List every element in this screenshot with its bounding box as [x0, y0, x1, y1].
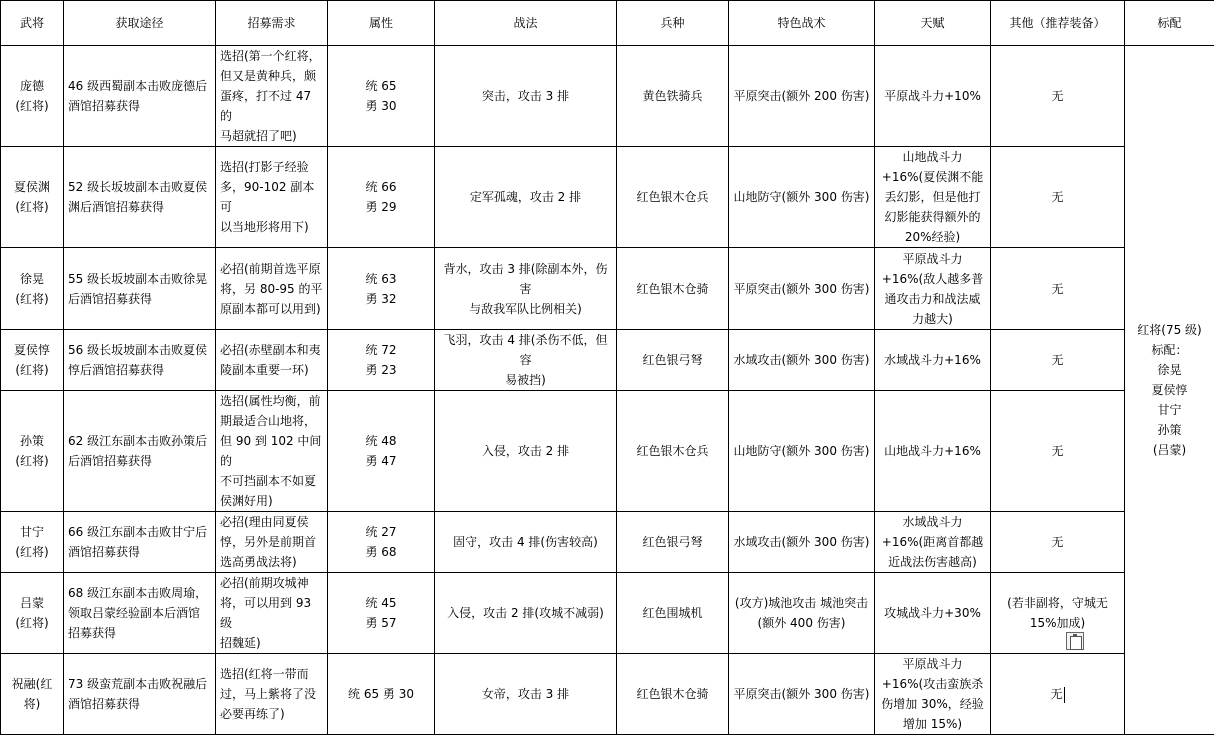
cell-line: 酒馆招募获得	[68, 694, 211, 714]
cell-line: 固守，攻击 4 排(伤害较高)	[439, 532, 612, 552]
cell-line: 统 45	[332, 593, 430, 613]
cell-line: 勇 29	[332, 197, 430, 217]
cell-other	[991, 46, 1125, 147]
cell-line: 夏侯渊	[5, 177, 59, 197]
cell-other	[991, 147, 1125, 248]
cell-line: 平原战斗力+10%	[879, 86, 986, 106]
cell-line: 夏侯惇	[5, 340, 59, 360]
cell-tactic	[435, 391, 617, 512]
cell-tactic	[435, 46, 617, 147]
cell-line: (红将)	[5, 197, 59, 217]
table-row	[1, 573, 1214, 654]
cell-line: 统 66	[332, 177, 430, 197]
cell-special	[729, 248, 875, 330]
cell-line: 丢幻影，但是他打	[879, 187, 986, 207]
cell-line: 夏侯惇	[1129, 380, 1210, 400]
cell-line: 背水，攻击 3 排(除副本外，伤害	[439, 259, 612, 299]
cell-line: 山地战斗力+16%	[879, 441, 986, 461]
cell-general	[1, 573, 64, 654]
cell-other	[991, 573, 1125, 654]
cell-line: 勇 57	[332, 613, 430, 633]
cell-special	[729, 512, 875, 573]
cell-source	[64, 391, 216, 512]
cell-other	[991, 330, 1125, 391]
cell-source	[64, 46, 216, 147]
cell-tactic	[435, 330, 617, 391]
cell-line: 水域攻击(额外 300 伤害)	[733, 350, 870, 370]
cell-requirement	[216, 654, 328, 735]
cell-line: (红将)	[5, 360, 59, 380]
cell-other	[991, 391, 1125, 512]
cell-line: 马超就招了吧)	[220, 126, 323, 146]
table-row	[1, 512, 1214, 573]
cell-standard	[1125, 46, 1214, 735]
cell-stats	[328, 46, 435, 147]
cell-talent	[875, 391, 991, 512]
cell-line: 惇后酒馆招募获得	[68, 360, 211, 380]
cell-troop	[617, 330, 729, 391]
cell-line: 勇 68	[332, 542, 430, 562]
cell-line: (红将)	[5, 542, 59, 562]
cell-line: 73 级蛮荒副本击败祝融后	[68, 674, 211, 694]
cell-line: 15%加成)	[995, 613, 1120, 633]
header-standard: 标配	[1125, 1, 1214, 46]
paste-options-icon[interactable]	[1066, 632, 1084, 650]
cell-line: 统 65 勇 30	[332, 684, 430, 704]
cell-troop	[617, 573, 729, 654]
cell-talent	[875, 654, 991, 735]
cell-line: 无	[995, 187, 1120, 207]
cell-source	[64, 512, 216, 573]
cell-talent	[875, 147, 991, 248]
cell-troop	[617, 248, 729, 330]
cell-special	[729, 46, 875, 147]
cell-line: 红色银弓弩	[621, 350, 724, 370]
cell-source	[64, 654, 216, 735]
cell-line: 平原突击(额外 300 伤害)	[733, 684, 870, 704]
cell-talent	[875, 512, 991, 573]
header-row	[1, 1, 1214, 46]
cell-line: 无	[995, 441, 1120, 461]
cell-line: 但 90 到 102 中间的	[220, 431, 323, 471]
cell-line: 力越大)	[879, 309, 986, 329]
cell-line: 庞德	[5, 76, 59, 96]
cell-line: 选招(第一个红将，	[220, 46, 323, 66]
cell-line: 甘宁	[5, 522, 59, 542]
cell-line: 渊后酒馆招募获得	[68, 197, 211, 217]
cell-line: 平原突击(额外 200 伤害)	[733, 86, 870, 106]
cell-line: 幻影能获得额外的	[879, 207, 986, 227]
cell-general	[1, 147, 64, 248]
cell-line: 红色银木仓兵	[621, 187, 724, 207]
table-row	[1, 248, 1214, 330]
cell-line: 56 级长坂坡副本击败夏侯	[68, 340, 211, 360]
cell-line: 无	[995, 279, 1120, 299]
cell-line: 红色银木仓骑	[621, 279, 724, 299]
cell-line: 招募获得	[68, 623, 211, 643]
header-other: 其他（推荐装备）	[991, 1, 1125, 46]
cell-line: 红色银木仓骑	[621, 684, 724, 704]
cell-general	[1, 46, 64, 147]
header-stats: 属性	[328, 1, 435, 46]
cell-requirement	[216, 248, 328, 330]
cell-line: 突击，攻击 3 排	[439, 86, 612, 106]
header-tactic: 战法	[435, 1, 617, 46]
cell-line: 必招(前期首选平原	[220, 259, 323, 279]
cell-troop	[617, 147, 729, 248]
cell-special	[729, 330, 875, 391]
cell-line: 平原突击(额外 300 伤害)	[733, 279, 870, 299]
cell-talent	[875, 248, 991, 330]
cell-line: 20%经验)	[879, 227, 986, 247]
cell-line: +16%(敌人越多普	[879, 269, 986, 289]
header-troop: 兵种	[617, 1, 729, 46]
header-special: 特色战术	[729, 1, 875, 46]
cell-line: (红将)	[5, 451, 59, 471]
cell-line: 无	[1050, 687, 1062, 701]
table-row	[1, 330, 1214, 391]
cell-stats	[328, 573, 435, 654]
cell-line: 近战法伤害越高)	[879, 552, 986, 572]
cell-talent	[875, 46, 991, 147]
cell-line: 必招(赤壁副本和夷	[220, 340, 323, 360]
cell-line: 必招(前期攻城神	[220, 573, 323, 593]
cell-general	[1, 391, 64, 512]
cell-line: 46 级西蜀副本击败庞德后	[68, 76, 211, 96]
cell-stats	[328, 391, 435, 512]
cell-line: 选招(红将一带而	[220, 664, 323, 684]
cell-line: (若非副将，守城无	[995, 593, 1120, 613]
cell-talent	[875, 573, 991, 654]
cell-line: 标配：	[1129, 340, 1210, 360]
cell-troop	[617, 512, 729, 573]
cell-line: 水域战斗力	[879, 512, 986, 532]
cell-line: 期最适合山地将，	[220, 411, 323, 431]
header-talent: 天赋	[875, 1, 991, 46]
cell-line: 68 级江东副本击败周瑜，	[68, 583, 211, 603]
cell-line: 侯渊好用)	[220, 491, 323, 511]
cell-stats	[328, 248, 435, 330]
cell-line: 无	[995, 350, 1120, 370]
cell-line: 统 72	[332, 340, 430, 360]
table-row	[1, 147, 1214, 248]
cell-line: 徐晃	[1129, 360, 1210, 380]
cell-line: 选招(属性均衡，前	[220, 391, 323, 411]
cell-line: 勇 23	[332, 360, 430, 380]
cell-line: 蛋疼，打不过 47 的	[220, 86, 323, 126]
cell-line: 无	[995, 86, 1120, 106]
cell-line: 增加 15%)	[879, 714, 986, 734]
cell-line: 62 级江东副本击败孙策后	[68, 431, 211, 451]
cell-special	[729, 147, 875, 248]
cell-line: 后酒馆招募获得	[68, 451, 211, 471]
cell-requirement	[216, 46, 328, 147]
cell-line: 招魏延)	[220, 633, 323, 653]
cell-line: (红将)	[5, 96, 59, 116]
cell-general	[1, 248, 64, 330]
cell-line: 选招(打影子经验	[220, 157, 323, 177]
cell-special	[729, 573, 875, 654]
cell-line: 以当地形将用下)	[220, 217, 323, 237]
cell-line: 勇 47	[332, 451, 430, 471]
cell-stats	[328, 654, 435, 735]
cell-line: 黄色铁骑兵	[621, 86, 724, 106]
cell-line: 徐晃	[5, 269, 59, 289]
header-general: 武将	[1, 1, 64, 46]
cell-source	[64, 147, 216, 248]
cell-requirement	[216, 512, 328, 573]
cell-other	[991, 512, 1125, 573]
table-row	[1, 654, 1214, 735]
cell-line: 女帝，攻击 3 排	[439, 684, 612, 704]
cell-special	[729, 391, 875, 512]
cell-line: 不可挡副本不如夏	[220, 471, 323, 491]
clipboard-clip-shape	[1073, 634, 1077, 637]
cell-line: 红色银弓弩	[621, 532, 724, 552]
cell-tactic	[435, 147, 617, 248]
cell-line: 52 级长坂坡副本击败夏侯	[68, 177, 211, 197]
cell-line: 勇 30	[332, 96, 430, 116]
header-source: 获取途径	[64, 1, 216, 46]
cell-line: 红色银木仓兵	[621, 441, 724, 461]
cell-line: 选高勇战法将)	[220, 552, 323, 572]
cell-line: 领取吕蒙经验副本后酒馆	[68, 603, 211, 623]
cell-line: 酒馆招募获得	[68, 542, 211, 562]
cell-stats	[328, 147, 435, 248]
cell-line: 吕蒙	[5, 593, 59, 613]
cell-line: +16%(距离首都越	[879, 532, 986, 552]
cell-line: 多，90-102 副本可	[220, 177, 323, 217]
cell-line: 入侵，攻击 2 排(攻城不减弱)	[439, 603, 612, 623]
cell-line: 飞羽，攻击 4 排(杀伤不低，但容	[439, 330, 612, 370]
cell-special	[729, 654, 875, 735]
cell-line: 过，马上紫将了没	[220, 684, 323, 704]
cell-line: 攻城战斗力+30%	[879, 603, 986, 623]
cell-requirement	[216, 330, 328, 391]
cell-requirement	[216, 391, 328, 512]
cell-line: 陵副本重要一环)	[220, 360, 323, 380]
cell-stats	[328, 330, 435, 391]
cell-line: 原副本都可以用到)	[220, 299, 323, 319]
cell-line: 必要再练了)	[220, 704, 323, 724]
cell-line: (红将)	[5, 289, 59, 309]
cell-general	[1, 654, 64, 735]
cell-line: 酒馆招募获得	[68, 96, 211, 116]
table-row	[1, 46, 1214, 147]
cell-other	[991, 654, 1125, 735]
cell-line: 55 级长坂坡副本击败徐晃	[68, 269, 211, 289]
cell-line: 山地防守(额外 300 伤害)	[733, 441, 870, 461]
cell-line: 水域战斗力+16%	[879, 350, 986, 370]
cell-line: 统 63	[332, 269, 430, 289]
cell-line: 入侵，攻击 2 排	[439, 441, 612, 461]
cell-line: 统 48	[332, 431, 430, 451]
cell-line: 甘宁	[1129, 400, 1210, 420]
cell-troop	[617, 46, 729, 147]
cell-source	[64, 330, 216, 391]
cell-general	[1, 330, 64, 391]
cell-stats	[328, 512, 435, 573]
cell-other	[991, 248, 1125, 330]
cell-line: 红色围城机	[621, 603, 724, 623]
cell-source	[64, 248, 216, 330]
cell-line: 后酒馆招募获得	[68, 289, 211, 309]
cell-line: 祝融(红	[5, 674, 59, 694]
cell-line: (红将)	[5, 613, 59, 633]
table-row	[1, 391, 1214, 512]
cell-line: 通攻击力和战法威	[879, 289, 986, 309]
cell-line: 无	[995, 532, 1120, 552]
cell-source	[64, 573, 216, 654]
cell-line: 惇，另外是前期首	[220, 532, 323, 552]
cell-tactic	[435, 573, 617, 654]
table-body	[1, 46, 1214, 735]
cell-line: +16%(夏侯渊不能	[879, 167, 986, 187]
cell-line: 将，可以用到 93 级	[220, 593, 323, 633]
cell-line: 山地防守(额外 300 伤害)	[733, 187, 870, 207]
cell-line: 统 27	[332, 522, 430, 542]
cell-requirement	[216, 147, 328, 248]
cell-line: 平原战斗力	[879, 654, 986, 674]
cell-line: 平原战斗力	[879, 249, 986, 269]
cell-troop	[617, 391, 729, 512]
cell-tactic	[435, 248, 617, 330]
cell-line: 勇 32	[332, 289, 430, 309]
cell-line: 将，另 80-95 的平	[220, 279, 323, 299]
cell-line: 统 65	[332, 76, 430, 96]
cell-line: 孙策	[5, 431, 59, 451]
cell-tactic	[435, 512, 617, 573]
cell-line: 与敌我军队比例相关)	[439, 299, 612, 319]
header-requirement: 招募需求	[216, 1, 328, 46]
cell-line: 易被挡)	[439, 370, 612, 390]
cell-tactic	[435, 654, 617, 735]
cell-line: 伤增加 30%，经验	[879, 694, 986, 714]
cell-line: 孙策	[1129, 420, 1210, 440]
cell-troop	[617, 654, 729, 735]
cell-line: (额外 400 伤害)	[733, 613, 870, 633]
cell-line: 但又是黄种兵，颇	[220, 66, 323, 86]
text-cursor	[1064, 687, 1065, 703]
clipboard-shape	[1070, 636, 1082, 650]
cell-line: 将)	[5, 694, 59, 714]
cell-line: 66 级江东副本击败甘宁后	[68, 522, 211, 542]
cell-talent	[875, 330, 991, 391]
cell-line: 必招(理由同夏侯	[220, 512, 323, 532]
cell-line: 红将(75 级)	[1129, 320, 1210, 340]
cell-requirement	[216, 573, 328, 654]
cell-line: +16%(攻击蛮族杀	[879, 674, 986, 694]
cell-line: (攻方)城池攻击 城池突击	[733, 593, 870, 613]
cell-line: (吕蒙)	[1129, 440, 1210, 460]
cell-general	[1, 512, 64, 573]
cell-line: 定军孤魂，攻击 2 排	[439, 187, 612, 207]
cell-line: 水域攻击(额外 300 伤害)	[733, 532, 870, 552]
cell-line: 山地战斗力	[879, 147, 986, 167]
